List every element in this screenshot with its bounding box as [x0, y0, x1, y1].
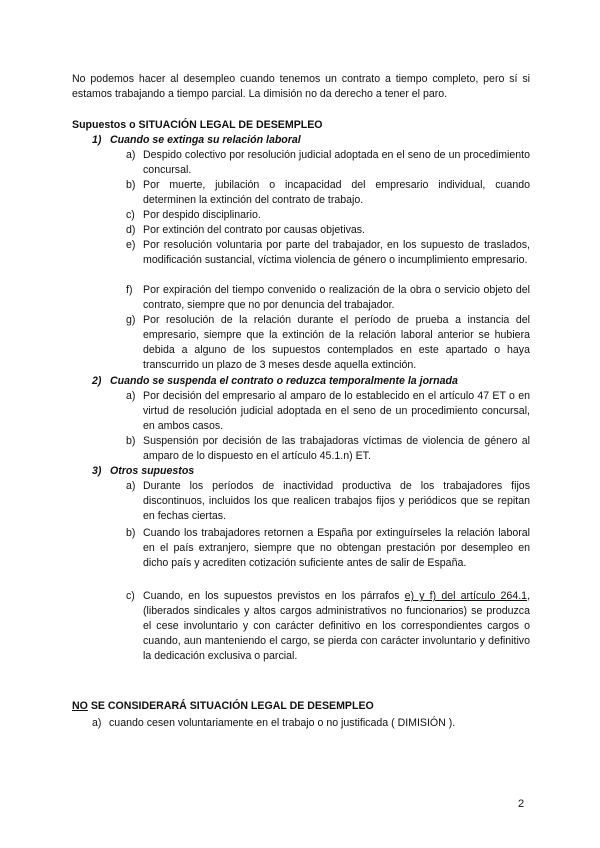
group-2-heading: Cuando se suspenda el contrato o reduzca temporalmente la jornada — [110, 375, 458, 387]
intro-line-1: No podemos hacer al desempleo cuando tenemos un contrato a tiempo completo, pero sí si — [72, 73, 530, 85]
group-1-item-e — [126, 238, 530, 268]
no-section-item-a — [92, 716, 532, 731]
item-text — [143, 589, 530, 664]
group-1-item-g — [126, 313, 530, 373]
item-label: a) — [126, 480, 136, 492]
item-label: e) — [126, 239, 136, 251]
group-1-number: 1) — [92, 134, 102, 146]
group-2-title — [92, 374, 458, 389]
item-label: a) — [92, 717, 102, 729]
group-1-title — [92, 133, 301, 148]
no-section-title — [72, 699, 374, 714]
item-text: Despido colectivo por resolución judicial adoptada en el seno de un procedimiento concursal. — [143, 149, 530, 176]
item-text: Por despido disciplinario. — [143, 209, 261, 221]
group-3-item-c — [126, 589, 530, 664]
group-3-title — [92, 464, 194, 479]
item-label: a) — [126, 390, 136, 402]
group-1-item-c — [126, 208, 530, 223]
item-text: Por resolución voluntaria por parte del trabajador, en los supuesto de traslados, modificación sustancial, víctima violencia de género o incumplimiento empresario. — [143, 239, 530, 266]
item-label: b) — [126, 179, 136, 191]
group-3-number: 3) — [92, 465, 102, 477]
intro-paragraph — [72, 72, 530, 102]
page-number: 2 — [518, 798, 525, 810]
item-text: Por resolución de la relación durante el período de prueba a instancia del empresario, siempre que la extinción de la relación laboral anterior se hubiera debida a alguno de los supuestos contemplados en este apartado o haya transcurrido un plazo de 3 meses desde aquella extinción. — [143, 314, 530, 371]
item-label: f) — [126, 284, 133, 296]
item-text: Por extinción del contrato por causas objetivas. — [143, 224, 366, 236]
group-1-heading: Cuando se extinga su relación laboral — [110, 134, 301, 146]
no-word: NO — [72, 700, 88, 712]
item-label: b) — [126, 527, 136, 539]
item-text: Cuando los trabajadores retornen a España por extinguírseles la relación laboral en el país extranjero, siempre que no obtengan prestación por desempleo en dicho país y acrediten cotización suficiente antes de salir de España. — [143, 527, 530, 569]
group-1-item-f — [126, 283, 530, 313]
group-3-item-a — [126, 479, 530, 524]
group-2-item-b — [126, 434, 530, 464]
item-label: c) — [126, 590, 135, 602]
intro-line-2: estamos trabajando a tiempo parcial. La dimisión no da derecho a tener el paro. — [72, 88, 448, 100]
group-1-item-a — [126, 148, 530, 178]
item-text-pre: Cuando, en los supuestos previstos en los párrafos — [143, 590, 405, 602]
item-text-post: , (liberados sindicales y altos cargos administrativos no funcionarios) se produzca el cese involuntario y con carácter definitivo en los correspondientes cargos o cuando, aun manteniendo el cargo, se pierda con carácter involuntario y definitivo la dedicación exclusiva o parcial. — [143, 590, 531, 662]
item-text: Por decisión del empresario al amparo de lo establecido en el artículo 47 ET o en virtud de resolución judicial adoptada en el seno de un procedimiento concursal, en ambos casos. — [143, 390, 530, 432]
group-2-number: 2) — [92, 375, 102, 387]
item-text: Por expiración del tiempo convenido o realización de la obra o servicio objeto del contrato, siempre que no por denuncia del trabajador. — [143, 284, 530, 311]
group-1-item-b — [126, 178, 530, 208]
item-text: cuando cesen voluntariamente en el trabajo o no justificada ( DIMISIÓN ). — [109, 717, 456, 729]
item-label: c) — [126, 209, 135, 221]
item-label: g) — [126, 314, 136, 326]
article-reference: e) y f) del artículo 264.1 — [404, 590, 528, 602]
no-section-heading: SE CONSIDERARÁ SITUACIÓN LEGAL DE DESEMPLEO — [87, 700, 374, 712]
group-1-item-d — [126, 223, 530, 238]
group-3-heading: Otros supuestos — [110, 465, 195, 477]
item-text: Suspensión por decisión de las trabajadoras víctimas de violencia de género al amparo de lo dispuesto en el artículo 45.1.n) ET. — [143, 435, 530, 462]
item-text: Por muerte, jubilación o incapacidad del empresario individual, cuando determinen la extinción del contrato de trabajo. — [143, 179, 530, 206]
item-text: Durante los períodos de inactividad productiva de los trabajadores fijos discontinuos, incluidos los que realicen trabajos fijos y periódicos que se repitan en fechas ciertas. — [143, 480, 530, 522]
group-3-item-b — [126, 526, 530, 571]
group-2-item-a — [126, 389, 530, 434]
section-title: Supuestos o SITUACIÓN LEGAL DE DESEMPLEO — [72, 119, 323, 131]
item-label: a) — [126, 149, 136, 161]
item-label: b) — [126, 435, 136, 447]
item-label: d) — [126, 224, 136, 236]
